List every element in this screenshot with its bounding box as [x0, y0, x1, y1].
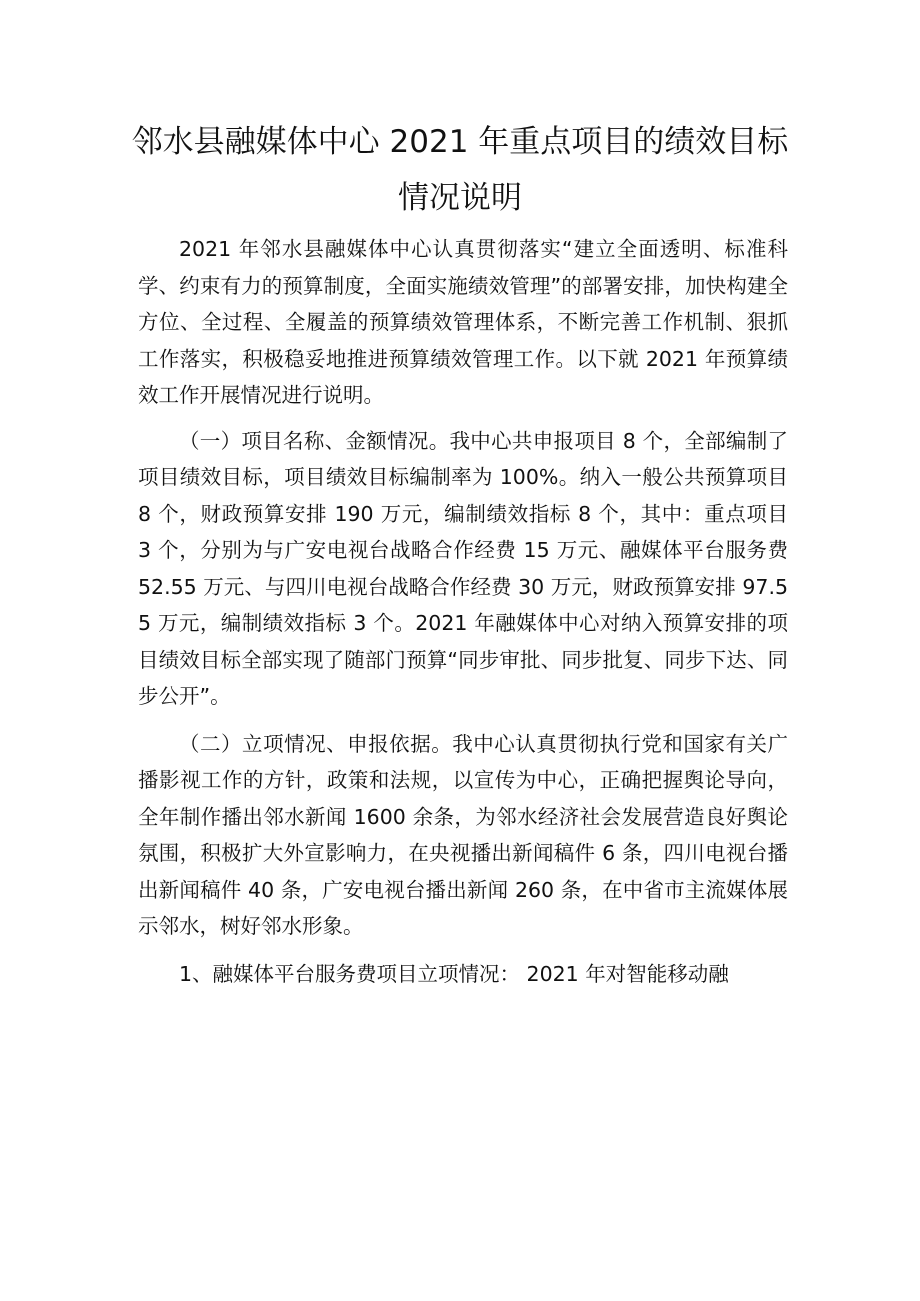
document-title: 邻水县融媒体中心 2021 年重点项目的绩效目标情况说明 — [131, 124, 789, 216]
paragraph-platform-fee: 1、融媒体平台服务费项目立项情况： 2021 年对智能移动融 — [179, 961, 729, 986]
paragraph-project-basis: （二）立项情况、申报依据。我中心认真贯彻执行党和国家有关广播影视工作的方针，政策和法规，以宣传为中心，正确把握舆论导向，全年制作播出邻水新闻 1600 余条，为邻水经济社会发展营造良好舆论氛围，积极扩大外宣影响力，在央视播出新闻稿件 6 条，四川电视台播出新闻稿件 40 条，广安电视台播出新闻 260 条，在中省市主流媒体展示邻水，树好邻水形象。 — [138, 731, 788, 938]
document-body — [138, 231, 788, 992]
paragraph-project-amounts: （一）项目名称、金额情况。我中心共申报项目 8 个，全部编制了项目绩效目标，项目绩效目标编制率为 100%。纳入一般公共预算项目 8 个，财政预算安排 190 万元，编制绩效指标 8 个，其中：重点项目 3 个，分别为与广安电视台战略合作经费 15 万元、融媒体平台服务费 52.55 万元、与四川电视台战略合作经费 30 万元，财政预算安排 97.55 万元，编制绩效指标 3 个。2021 年融媒体中心对纳入预算安排的项目绩效目标全部实现了随部门预算“同步审批、同步批复、同步下达、同步公开”。 — [138, 428, 788, 708]
paragraph-intro: 2021 年邻水县融媒体中心认真贯彻落实“建立全面透明、标准科学、约束有力的预算制度，全面实施绩效管理”的部署安排，加快构建全方位、全过程、全履盖的预算绩效管理体系，不断完善工作机制、狠抓工作落实，积极稳妥地推进预算绩效管理工作。以下就 2021 年预算绩效工作开展情况进行说明。 — [138, 237, 788, 407]
